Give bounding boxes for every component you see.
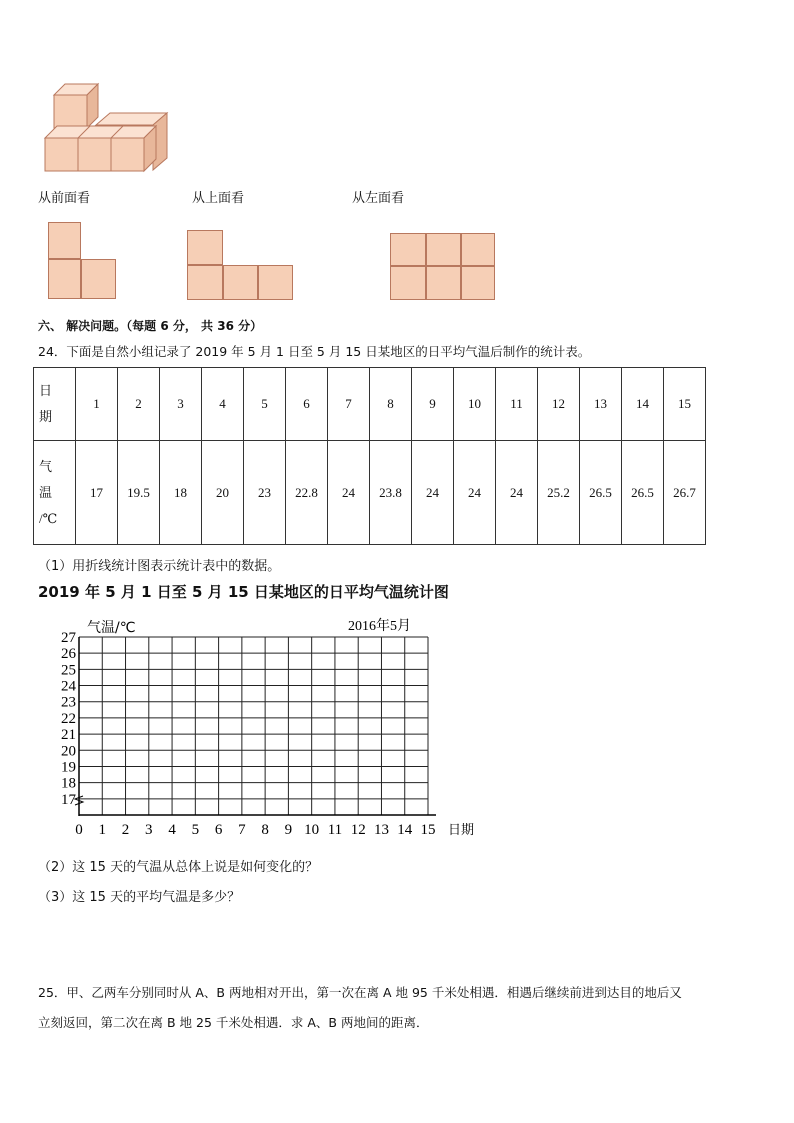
temp-cell: 25.2 [538, 441, 580, 545]
day-cell: 14 [622, 368, 664, 441]
x-tick-label: 11 [327, 822, 343, 838]
temp-cell: 22.8 [286, 441, 328, 545]
x-tick-label: 5 [191, 822, 200, 838]
x-tick-label: 14 [397, 822, 413, 838]
y-tick-label: 26 [61, 646, 76, 663]
x-tick-label: 10 [304, 822, 320, 838]
chart-subtitle: 2016年5月 [348, 619, 411, 634]
q24-sub2: （2）这 15 天的气温从总体上说是如何变化的？ [38, 860, 319, 875]
temp-cell: 23 [244, 441, 286, 545]
row-header-char: 温 [39, 484, 53, 500]
q25-line1: 25．甲、乙两车分别同时从 A、B 两地相对开出，第一次在离 A 地 95 千米处相遇．相遇后继续前进到达目的地后又 [38, 985, 682, 1000]
temp-cell: 20 [202, 441, 244, 545]
day-cell: 10 [454, 368, 496, 441]
day-cell: 12 [538, 368, 580, 441]
x-tick-label: 7 [238, 822, 246, 838]
row-header-char: 日 [39, 383, 53, 398]
temp-cell: 24 [454, 441, 496, 545]
x-tick-label: 6 [214, 822, 223, 838]
q24-intro: 24．下面是自然小组记录了 2019 年 5 月 1 日至 5 月 15 日某地区的日平均气温后制作的统计表。 [38, 344, 591, 359]
section-title: 六、 解决问题。（每题 6 分， 共 36 分） [38, 319, 263, 333]
day-cell: 13 [580, 368, 622, 441]
row-header-char: 期 [39, 409, 53, 424]
row-header-date [34, 368, 76, 441]
y-tick-label: 25 [61, 662, 76, 679]
table-row-temps [34, 441, 706, 545]
x-tick-label: 0 [75, 822, 83, 838]
y-tick-label: 23 [61, 694, 76, 711]
top-view-label: 从上面看 [192, 191, 245, 206]
temp-cell: 18 [160, 441, 202, 545]
day-cell: 7 [328, 368, 370, 441]
chart-title: 2019 年 5 月 1 日至 5 月 15 日某地区的日平均气温统计图 [38, 583, 449, 601]
temp-cell: 24 [328, 441, 370, 545]
left-view-figure [390, 233, 496, 301]
x-tick-label: 9 [284, 822, 293, 838]
x-axis-label: 日期 [448, 823, 475, 838]
x-tick-label: 1 [98, 822, 107, 838]
day-cell: 4 [202, 368, 244, 441]
x-tick-label: 3 [145, 822, 153, 838]
x-tick-label: 4 [168, 822, 176, 838]
day-cell: 1 [76, 368, 118, 441]
day-cell: 8 [370, 368, 412, 441]
line-chart [30, 610, 490, 840]
front-view-figure [48, 222, 118, 300]
y-tick-label: 19 [61, 759, 76, 776]
temp-cell: 26.5 [580, 441, 622, 545]
y-tick-label: 20 [61, 743, 76, 760]
temp-cell: 24 [412, 441, 454, 545]
day-cell: 5 [244, 368, 286, 441]
x-tick-label: 13 [373, 822, 389, 838]
y-tick-label: 27 [61, 630, 76, 646]
top-view-figure [187, 230, 295, 302]
left-view-label: 从左面看 [352, 191, 405, 206]
front-view-label: 从前面看 [38, 191, 91, 206]
day-cell: 15 [664, 368, 706, 441]
q24-sub3: （3）这 15 天的平均气温是多少？ [38, 890, 241, 905]
row-header-char: 气 [39, 458, 53, 474]
day-cell: 6 [286, 368, 328, 441]
temp-cell: 26.7 [664, 441, 706, 545]
y-axis-label: 气温/℃ [87, 620, 136, 636]
temp-cell: 23.8 [370, 441, 412, 545]
x-tick-label: 12 [350, 822, 366, 838]
x-tick-label: 2 [121, 822, 130, 838]
temp-cell: 19.5 [118, 441, 160, 545]
day-cell: 2 [118, 368, 160, 441]
y-tick-label: 21 [61, 727, 76, 744]
y-tick-label: 22 [61, 710, 76, 727]
day-cell: 3 [160, 368, 202, 441]
temp-cell: 24 [496, 441, 538, 545]
cube-3d-figure [40, 80, 175, 175]
row-header-temp [34, 441, 76, 545]
y-tick-label: 17 [61, 791, 76, 808]
day-cell: 11 [496, 368, 538, 441]
x-tick-label: 15 [420, 822, 436, 838]
x-tick-label: 8 [261, 822, 269, 838]
y-tick-label: 24 [61, 678, 76, 695]
temp-cell: 17 [76, 441, 118, 545]
temp-cell: 26.5 [622, 441, 664, 545]
table-row-days [34, 368, 706, 441]
row-header-char: /℃ [39, 510, 58, 526]
q25-line2: 立刻返回，第二次在离 B 地 25 千米处相遇．求 A、B 两地间的距离． [38, 1015, 429, 1030]
temperature-table [33, 367, 706, 545]
y-tick-label: 18 [61, 775, 76, 792]
axis-break-mark [75, 796, 83, 805]
q24-sub1: （1）用折线统计图表示统计表中的数据。 [38, 559, 281, 574]
day-cell: 9 [412, 368, 454, 441]
